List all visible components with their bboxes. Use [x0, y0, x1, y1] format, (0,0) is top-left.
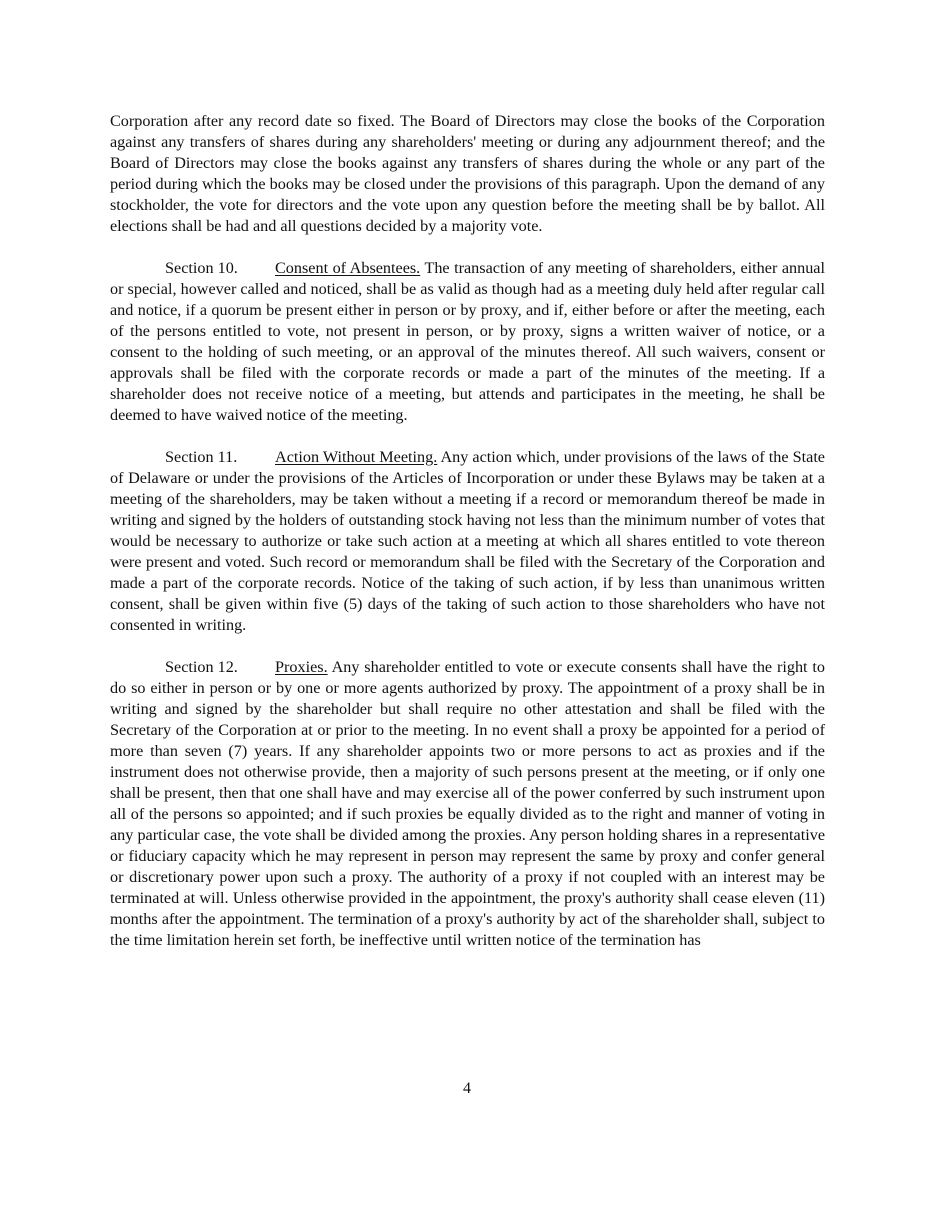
section-title: Consent of Absentees.: [275, 259, 421, 277]
section-12-paragraph: [110, 657, 825, 951]
section-number: Section 11.: [165, 448, 238, 466]
paragraph-text: Corporation after any record date so fixed. The Board of Directors may close the books of the Corporation against any transfers of shares during any shareholders' meeting or during any adjournment thereof; and the Board of Directors may close the books against any transfers of shares during the whole or any part of the period during which the books may be closed under the provisions of this paragraph. Upon the demand of any stockholder, the vote for directors and the vote upon any question before the meeting shall be by ballot. All elections shall be had and all questions decided by a majority vote.: [110, 112, 825, 235]
paragraph-continuation: [110, 111, 825, 237]
page-number: 4: [463, 1080, 471, 1097]
section-11-paragraph: [110, 447, 825, 636]
section-10-paragraph: [110, 258, 825, 426]
section-title: Action Without Meeting.: [275, 448, 438, 466]
section-number: Section 10.: [165, 259, 238, 277]
section-text: Any shareholder entitled to vote or execute consents shall have the right to do so either in person or by one or more agents authorized by proxy. The appointment of a proxy shall be in writing and signed by the shareholder but shall require no other attestation and shall be filed with the Secretary of the Corporation at or prior to the meeting. In no event shall a proxy be appointed for a period of more than seven (7) years. If any shareholder appoints two or more persons to act as proxies and if the instrument does not otherwise provide, then a majority of such persons present at the meeting, or if only one shall be present, then that one shall have and may exercise all of the power conferred by such instrument upon all of the persons so appointed; and if such proxies be equally divided as to the right and manner of voting in any particular case, the vote shall be divided among the proxies. Any person holding shares in a representative or fiduciary capacity which he may represent in person may represent the same by proxy and confer general or discretionary power upon such a proxy. The authority of a proxy if not coupled with an interest may be terminated at will. Unless otherwise provided in the appointment, the proxy's authority shall cease eleven (11) months after the appointment. The termination of a proxy's authority by act of the shareholder shall, subject to the time limitation herein set forth, be ineffective until written notice of the termination has: [110, 658, 825, 949]
section-text: The transaction of any meeting of shareholders, either annual or special, however called and noticed, shall be as valid as though had as a meeting duly held after regular call and notice, if a quorum be present either in person or by proxy, and if, either before or after the meeting, each of the persons entitled to vote, not present in person, or by proxy, signs a written waiver of notice, or a consent to the holding of such meeting, or an approval of the minutes thereof. All such waivers, consent or approvals shall be filed with the corporate records or made a part of the minutes of the meeting. If a shareholder does not receive notice of a meeting, but attends and participates in the meeting, he shall be deemed to have waived notice of the meeting.: [110, 259, 825, 424]
document-page: [110, 111, 825, 972]
section-number: Section 12.: [165, 658, 238, 676]
section-title: Proxies.: [275, 658, 328, 676]
section-text: Any action which, under provisions of the laws of the State of Delaware or under the provisions of the Articles of Incorporation or under these Bylaws may be taken at a meeting of the shareholders, may be taken without a meeting if a record or memorandum thereof be made in writing and signed by the holders of outstanding stock having not less than the minimum number of votes that would be necessary to authorize or take such action at a meeting at which all shares entitled to vote thereon were present and voted. Such record or memorandum shall be filed with the Secretary of the Corporation and made a part of the corporate records. Notice of the taking of such action, if by less than unanimous written consent, shall be given within five (5) days of the taking of such action to those shareholders who have not consented in writing.: [110, 448, 825, 634]
